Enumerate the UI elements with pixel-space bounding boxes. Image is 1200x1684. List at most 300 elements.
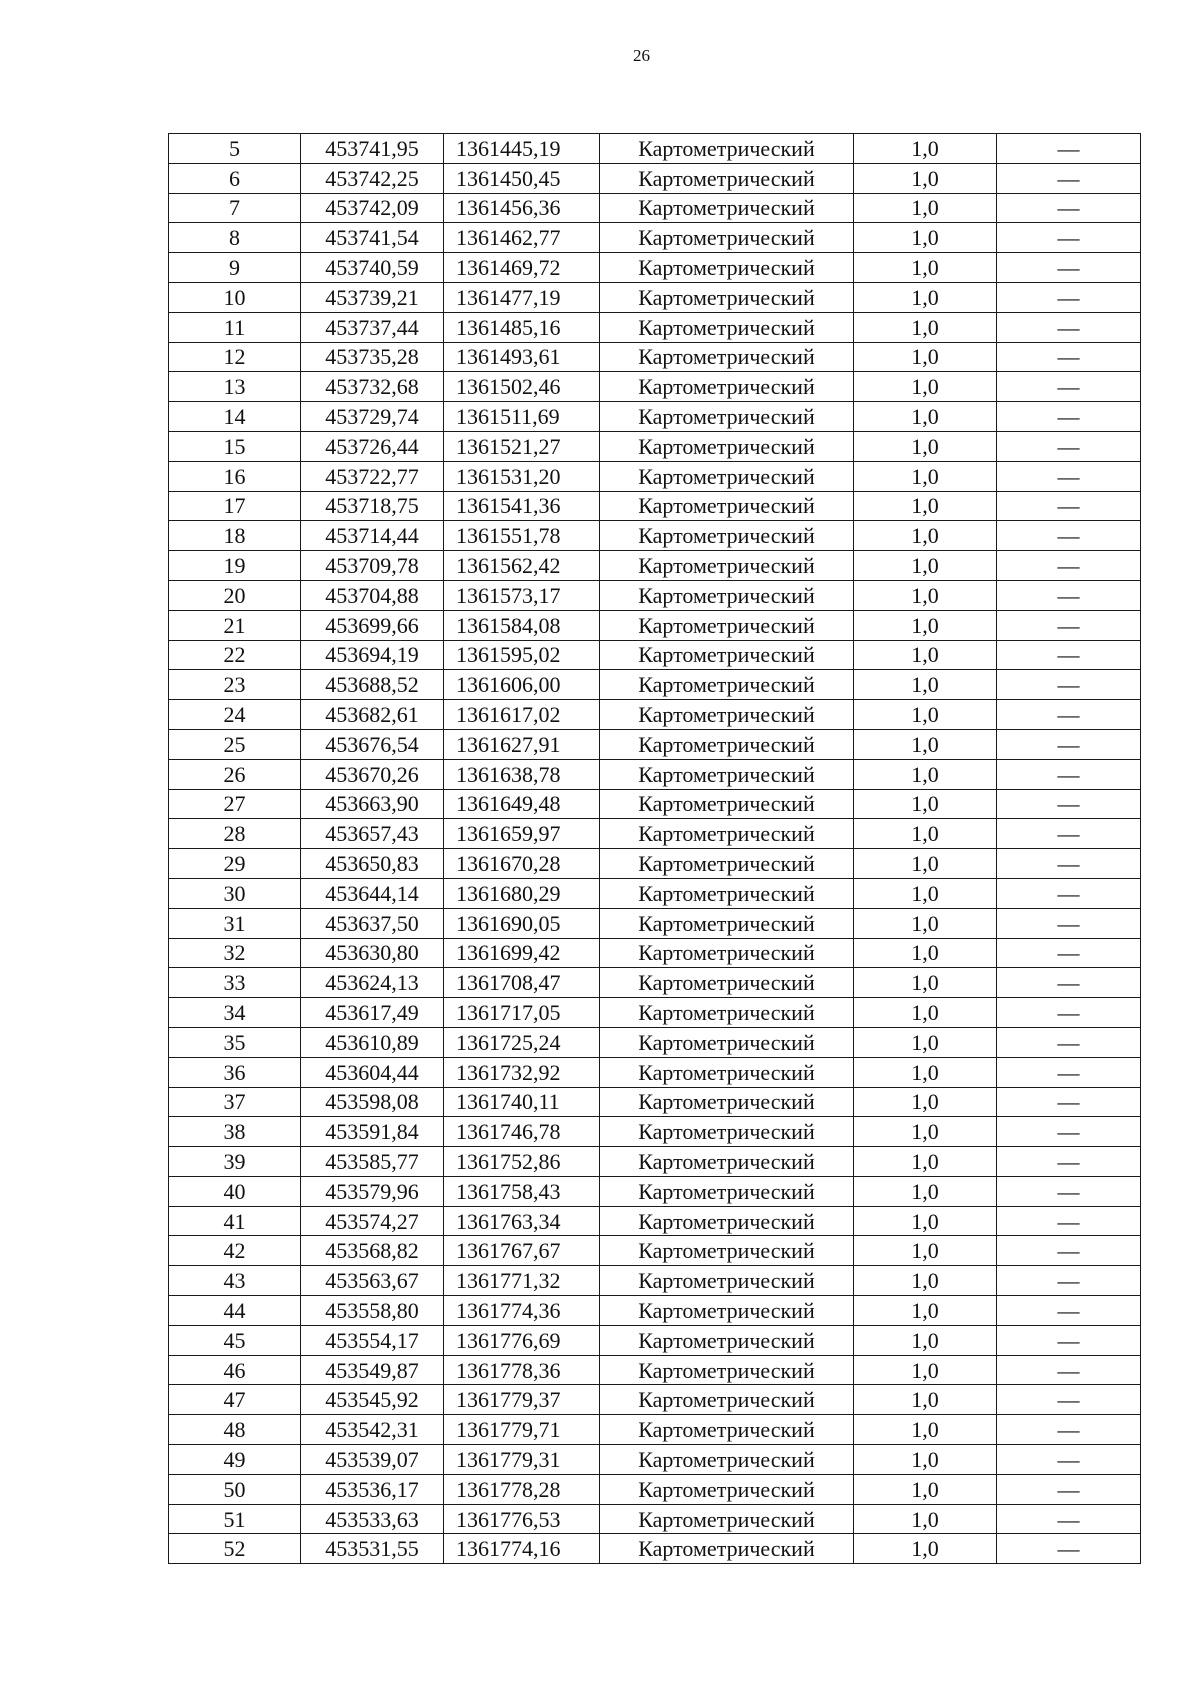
table-row — [169, 998, 1141, 1028]
method-cell: Картометрический — [600, 1176, 854, 1206]
table-row — [169, 1445, 1141, 1475]
point-number-cell: 40 — [169, 1176, 301, 1206]
y-coordinate-cell: 1361670,28 — [444, 849, 600, 879]
accuracy-cell: 1,0 — [854, 1415, 997, 1445]
description-cell: — — [997, 491, 1141, 521]
accuracy-cell: 1,0 — [854, 1266, 997, 1296]
point-number-cell: 37 — [169, 1087, 301, 1117]
method-cell: Картометрический — [600, 402, 854, 432]
description-cell: — — [997, 1296, 1141, 1326]
x-coordinate-cell: 453709,78 — [301, 551, 444, 581]
accuracy-cell: 1,0 — [854, 491, 997, 521]
table-row — [169, 134, 1141, 164]
accuracy-cell: 1,0 — [854, 1504, 997, 1534]
description-cell: — — [997, 342, 1141, 372]
accuracy-cell: 1,0 — [854, 163, 997, 193]
point-number-cell: 17 — [169, 491, 301, 521]
y-coordinate-cell: 1361541,36 — [444, 491, 600, 521]
accuracy-cell: 1,0 — [854, 700, 997, 730]
accuracy-cell: 1,0 — [854, 1147, 997, 1177]
method-cell: Картометрический — [600, 610, 854, 640]
y-coordinate-cell: 1361617,02 — [444, 700, 600, 730]
table-row — [169, 1206, 1141, 1236]
method-cell: Картометрический — [600, 670, 854, 700]
accuracy-cell: 1,0 — [854, 908, 997, 938]
accuracy-cell: 1,0 — [854, 670, 997, 700]
point-number-cell: 19 — [169, 551, 301, 581]
point-number-cell: 8 — [169, 223, 301, 253]
point-number-cell: 41 — [169, 1206, 301, 1236]
table-row — [169, 1504, 1141, 1534]
method-cell: Картометрический — [600, 998, 854, 1028]
x-coordinate-cell: 453574,27 — [301, 1206, 444, 1236]
point-number-cell: 47 — [169, 1385, 301, 1415]
accuracy-cell: 1,0 — [854, 878, 997, 908]
method-cell: Картометрический — [600, 789, 854, 819]
description-cell: — — [997, 163, 1141, 193]
description-cell: — — [997, 1534, 1141, 1564]
method-cell: Картометрический — [600, 342, 854, 372]
y-coordinate-cell: 1361763,34 — [444, 1206, 600, 1236]
table-row — [169, 431, 1141, 461]
x-coordinate-cell: 453650,83 — [301, 849, 444, 879]
table-row — [169, 729, 1141, 759]
method-cell: Картометрический — [600, 551, 854, 581]
description-cell: — — [997, 878, 1141, 908]
x-coordinate-cell: 453694,19 — [301, 640, 444, 670]
x-coordinate-cell: 453688,52 — [301, 670, 444, 700]
table-row — [169, 1057, 1141, 1087]
table-row — [169, 1415, 1141, 1445]
y-coordinate-cell: 1361779,31 — [444, 1445, 600, 1475]
method-cell: Картометрический — [600, 1206, 854, 1236]
method-cell: Картометрический — [600, 1266, 854, 1296]
table-row — [169, 1385, 1141, 1415]
y-coordinate-cell: 1361717,05 — [444, 998, 600, 1028]
method-cell: Картометрический — [600, 431, 854, 461]
method-cell: Картометрический — [600, 640, 854, 670]
description-cell: — — [997, 282, 1141, 312]
y-coordinate-cell: 1361779,71 — [444, 1415, 600, 1445]
table-row — [169, 253, 1141, 283]
point-number-cell: 9 — [169, 253, 301, 283]
x-coordinate-cell: 453737,44 — [301, 312, 444, 342]
point-number-cell: 30 — [169, 878, 301, 908]
description-cell: — — [997, 729, 1141, 759]
method-cell: Картометрический — [600, 223, 854, 253]
description-cell: — — [997, 461, 1141, 491]
y-coordinate-cell: 1361485,16 — [444, 312, 600, 342]
x-coordinate-cell: 453617,49 — [301, 998, 444, 1028]
description-cell: — — [997, 253, 1141, 283]
y-coordinate-cell: 1361551,78 — [444, 521, 600, 551]
description-cell: — — [997, 1057, 1141, 1087]
accuracy-cell: 1,0 — [854, 1296, 997, 1326]
method-cell: Картометрический — [600, 849, 854, 879]
table-row — [169, 193, 1141, 223]
table-row — [169, 670, 1141, 700]
y-coordinate-cell: 1361477,19 — [444, 282, 600, 312]
table-row — [169, 1325, 1141, 1355]
method-cell: Картометрический — [600, 729, 854, 759]
description-cell: — — [997, 849, 1141, 879]
x-coordinate-cell: 453579,96 — [301, 1176, 444, 1206]
accuracy-cell: 1,0 — [854, 938, 997, 968]
table-row — [169, 610, 1141, 640]
table-row — [169, 700, 1141, 730]
description-cell: — — [997, 1117, 1141, 1147]
accuracy-cell: 1,0 — [854, 789, 997, 819]
y-coordinate-cell: 1361778,36 — [444, 1355, 600, 1385]
table-row — [169, 551, 1141, 581]
point-number-cell: 15 — [169, 431, 301, 461]
x-coordinate-cell: 453704,88 — [301, 580, 444, 610]
table-row — [169, 1087, 1141, 1117]
method-cell: Картометрический — [600, 1474, 854, 1504]
accuracy-cell: 1,0 — [854, 402, 997, 432]
y-coordinate-cell: 1361595,02 — [444, 640, 600, 670]
y-coordinate-cell: 1361779,37 — [444, 1385, 600, 1415]
description-cell: — — [997, 908, 1141, 938]
point-number-cell: 14 — [169, 402, 301, 432]
point-number-cell: 10 — [169, 282, 301, 312]
point-number-cell: 34 — [169, 998, 301, 1028]
accuracy-cell: 1,0 — [854, 849, 997, 879]
method-cell: Картометрический — [600, 521, 854, 551]
method-cell: Картометрический — [600, 968, 854, 998]
x-coordinate-cell: 453657,43 — [301, 819, 444, 849]
accuracy-cell: 1,0 — [854, 461, 997, 491]
method-cell: Картометрический — [600, 253, 854, 283]
method-cell: Картометрический — [600, 1355, 854, 1385]
table-row — [169, 491, 1141, 521]
table-row — [169, 1117, 1141, 1147]
method-cell: Картометрический — [600, 1057, 854, 1087]
accuracy-cell: 1,0 — [854, 968, 997, 998]
description-cell: — — [997, 372, 1141, 402]
x-coordinate-cell: 453536,17 — [301, 1474, 444, 1504]
x-coordinate-cell: 453598,08 — [301, 1087, 444, 1117]
x-coordinate-cell: 453742,25 — [301, 163, 444, 193]
point-number-cell: 45 — [169, 1325, 301, 1355]
description-cell: — — [997, 610, 1141, 640]
description-cell: — — [997, 1206, 1141, 1236]
page-number: 26 — [633, 46, 650, 65]
point-number-cell: 24 — [169, 700, 301, 730]
y-coordinate-cell: 1361776,69 — [444, 1325, 600, 1355]
table-row — [169, 968, 1141, 998]
x-coordinate-cell: 453545,92 — [301, 1385, 444, 1415]
method-cell: Картометрический — [600, 938, 854, 968]
y-coordinate-cell: 1361776,53 — [444, 1504, 600, 1534]
x-coordinate-cell: 453637,50 — [301, 908, 444, 938]
method-cell: Картометрический — [600, 1117, 854, 1147]
accuracy-cell: 1,0 — [854, 1355, 997, 1385]
description-cell: — — [997, 1147, 1141, 1177]
accuracy-cell: 1,0 — [854, 312, 997, 342]
accuracy-cell: 1,0 — [854, 1474, 997, 1504]
y-coordinate-cell: 1361521,27 — [444, 431, 600, 461]
accuracy-cell: 1,0 — [854, 1027, 997, 1057]
method-cell: Картометрический — [600, 1504, 854, 1534]
x-coordinate-cell: 453732,68 — [301, 372, 444, 402]
point-number-cell: 7 — [169, 193, 301, 223]
table-row — [169, 1534, 1141, 1564]
table-row — [169, 342, 1141, 372]
description-cell: — — [997, 1385, 1141, 1415]
description-cell: — — [997, 1176, 1141, 1206]
description-cell: — — [997, 551, 1141, 581]
table-row — [169, 789, 1141, 819]
y-coordinate-cell: 1361502,46 — [444, 372, 600, 402]
table-row — [169, 461, 1141, 491]
description-cell: — — [997, 1266, 1141, 1296]
y-coordinate-cell: 1361771,32 — [444, 1266, 600, 1296]
accuracy-cell: 1,0 — [854, 1117, 997, 1147]
method-cell: Картометрический — [600, 1445, 854, 1475]
y-coordinate-cell: 1361746,78 — [444, 1117, 600, 1147]
description-cell: — — [997, 1087, 1141, 1117]
method-cell: Картометрический — [600, 461, 854, 491]
table-row — [169, 580, 1141, 610]
y-coordinate-cell: 1361562,42 — [444, 551, 600, 581]
y-coordinate-cell: 1361708,47 — [444, 968, 600, 998]
y-coordinate-cell: 1361531,20 — [444, 461, 600, 491]
accuracy-cell: 1,0 — [854, 342, 997, 372]
point-number-cell: 20 — [169, 580, 301, 610]
accuracy-cell: 1,0 — [854, 282, 997, 312]
method-cell: Картометрический — [600, 282, 854, 312]
accuracy-cell: 1,0 — [854, 819, 997, 849]
table-row — [169, 1027, 1141, 1057]
x-coordinate-cell: 453676,54 — [301, 729, 444, 759]
x-coordinate-cell: 453670,26 — [301, 759, 444, 789]
description-cell: — — [997, 431, 1141, 461]
y-coordinate-cell: 1361649,48 — [444, 789, 600, 819]
point-number-cell: 27 — [169, 789, 301, 819]
x-coordinate-cell: 453714,44 — [301, 521, 444, 551]
description-cell: — — [997, 1355, 1141, 1385]
description-cell: — — [997, 968, 1141, 998]
description-cell: — — [997, 998, 1141, 1028]
method-cell: Картометрический — [600, 908, 854, 938]
point-number-cell: 5 — [169, 134, 301, 164]
point-number-cell: 49 — [169, 1445, 301, 1475]
method-cell: Картометрический — [600, 878, 854, 908]
x-coordinate-cell: 453742,09 — [301, 193, 444, 223]
accuracy-cell: 1,0 — [854, 1087, 997, 1117]
description-cell: — — [997, 193, 1141, 223]
method-cell: Картометрический — [600, 163, 854, 193]
method-cell: Картометрический — [600, 1087, 854, 1117]
point-number-cell: 32 — [169, 938, 301, 968]
y-coordinate-cell: 1361469,72 — [444, 253, 600, 283]
accuracy-cell: 1,0 — [854, 223, 997, 253]
point-number-cell: 18 — [169, 521, 301, 551]
x-coordinate-cell: 453542,31 — [301, 1415, 444, 1445]
point-number-cell: 46 — [169, 1355, 301, 1385]
accuracy-cell: 1,0 — [854, 1176, 997, 1206]
description-cell: — — [997, 670, 1141, 700]
point-number-cell: 21 — [169, 610, 301, 640]
method-cell: Картометрический — [600, 1147, 854, 1177]
point-number-cell: 23 — [169, 670, 301, 700]
point-number-cell: 13 — [169, 372, 301, 402]
point-number-cell: 31 — [169, 908, 301, 938]
description-cell: — — [997, 134, 1141, 164]
table-row — [169, 1236, 1141, 1266]
x-coordinate-cell: 453604,44 — [301, 1057, 444, 1087]
y-coordinate-cell: 1361659,97 — [444, 819, 600, 849]
accuracy-cell: 1,0 — [854, 1236, 997, 1266]
y-coordinate-cell: 1361767,67 — [444, 1236, 600, 1266]
accuracy-cell: 1,0 — [854, 1057, 997, 1087]
table-row — [169, 640, 1141, 670]
description-cell: — — [997, 759, 1141, 789]
y-coordinate-cell: 1361758,43 — [444, 1176, 600, 1206]
y-coordinate-cell: 1361627,91 — [444, 729, 600, 759]
point-number-cell: 11 — [169, 312, 301, 342]
method-cell: Картометрический — [600, 759, 854, 789]
description-cell: — — [997, 580, 1141, 610]
x-coordinate-cell: 453531,55 — [301, 1534, 444, 1564]
point-number-cell: 38 — [169, 1117, 301, 1147]
point-number-cell: 52 — [169, 1534, 301, 1564]
table-row — [169, 163, 1141, 193]
table-row — [169, 223, 1141, 253]
table-row — [169, 849, 1141, 879]
point-number-cell: 12 — [169, 342, 301, 372]
accuracy-cell: 1,0 — [854, 998, 997, 1028]
accuracy-cell: 1,0 — [854, 580, 997, 610]
description-cell: — — [997, 223, 1141, 253]
y-coordinate-cell: 1361638,78 — [444, 759, 600, 789]
point-number-cell: 36 — [169, 1057, 301, 1087]
y-coordinate-cell: 1361774,36 — [444, 1296, 600, 1326]
point-number-cell: 22 — [169, 640, 301, 670]
point-number-cell: 29 — [169, 849, 301, 879]
x-coordinate-cell: 453739,21 — [301, 282, 444, 312]
description-cell: — — [997, 700, 1141, 730]
y-coordinate-cell: 1361511,69 — [444, 402, 600, 432]
y-coordinate-cell: 1361573,17 — [444, 580, 600, 610]
point-number-cell: 51 — [169, 1504, 301, 1534]
method-cell: Картометрический — [600, 312, 854, 342]
y-coordinate-cell: 1361456,36 — [444, 193, 600, 223]
x-coordinate-cell: 453741,54 — [301, 223, 444, 253]
accuracy-cell: 1,0 — [854, 1325, 997, 1355]
method-cell: Картометрический — [600, 193, 854, 223]
x-coordinate-cell: 453591,84 — [301, 1117, 444, 1147]
method-cell: Картометрический — [600, 134, 854, 164]
accuracy-cell: 1,0 — [854, 521, 997, 551]
accuracy-cell: 1,0 — [854, 431, 997, 461]
point-number-cell: 42 — [169, 1236, 301, 1266]
description-cell: — — [997, 1445, 1141, 1475]
x-coordinate-cell: 453718,75 — [301, 491, 444, 521]
x-coordinate-cell: 453735,28 — [301, 342, 444, 372]
accuracy-cell: 1,0 — [854, 1206, 997, 1236]
point-number-cell: 25 — [169, 729, 301, 759]
y-coordinate-cell: 1361752,86 — [444, 1147, 600, 1177]
accuracy-cell: 1,0 — [854, 1385, 997, 1415]
y-coordinate-cell: 1361774,16 — [444, 1534, 600, 1564]
method-cell: Картометрический — [600, 1415, 854, 1445]
table-row — [169, 1474, 1141, 1504]
y-coordinate-cell: 1361450,45 — [444, 163, 600, 193]
accuracy-cell: 1,0 — [854, 253, 997, 283]
description-cell: — — [997, 1415, 1141, 1445]
accuracy-cell: 1,0 — [854, 610, 997, 640]
accuracy-cell: 1,0 — [854, 1534, 997, 1564]
x-coordinate-cell: 453644,14 — [301, 878, 444, 908]
y-coordinate-cell: 1361732,92 — [444, 1057, 600, 1087]
description-cell: — — [997, 312, 1141, 342]
x-coordinate-cell: 453630,80 — [301, 938, 444, 968]
point-number-cell: 50 — [169, 1474, 301, 1504]
coordinates-table-body — [169, 134, 1141, 1564]
accuracy-cell: 1,0 — [854, 1445, 997, 1475]
point-number-cell: 48 — [169, 1415, 301, 1445]
table-row — [169, 938, 1141, 968]
coordinates-table — [168, 133, 1141, 1564]
point-number-cell: 33 — [169, 968, 301, 998]
method-cell: Картометрический — [600, 700, 854, 730]
x-coordinate-cell: 453533,63 — [301, 1504, 444, 1534]
method-cell: Картометрический — [600, 1385, 854, 1415]
y-coordinate-cell: 1361680,29 — [444, 878, 600, 908]
method-cell: Картометрический — [600, 1236, 854, 1266]
x-coordinate-cell: 453554,17 — [301, 1325, 444, 1355]
accuracy-cell: 1,0 — [854, 640, 997, 670]
point-number-cell: 35 — [169, 1027, 301, 1057]
description-cell: — — [997, 640, 1141, 670]
description-cell: — — [997, 1027, 1141, 1057]
x-coordinate-cell: 453585,77 — [301, 1147, 444, 1177]
point-number-cell: 43 — [169, 1266, 301, 1296]
table-row — [169, 819, 1141, 849]
description-cell: — — [997, 789, 1141, 819]
description-cell: — — [997, 938, 1141, 968]
table-row — [169, 282, 1141, 312]
point-number-cell: 16 — [169, 461, 301, 491]
point-number-cell: 44 — [169, 1296, 301, 1326]
table-row — [169, 1296, 1141, 1326]
table-row — [169, 908, 1141, 938]
method-cell: Картометрический — [600, 1027, 854, 1057]
x-coordinate-cell: 453539,07 — [301, 1445, 444, 1475]
x-coordinate-cell: 453563,67 — [301, 1266, 444, 1296]
description-cell: — — [997, 1504, 1141, 1534]
x-coordinate-cell: 453741,95 — [301, 134, 444, 164]
x-coordinate-cell: 453663,90 — [301, 789, 444, 819]
method-cell: Картометрический — [600, 1296, 854, 1326]
x-coordinate-cell: 453558,80 — [301, 1296, 444, 1326]
method-cell: Картометрический — [600, 1325, 854, 1355]
method-cell: Картометрический — [600, 372, 854, 402]
point-number-cell: 6 — [169, 163, 301, 193]
accuracy-cell: 1,0 — [854, 759, 997, 789]
table-row — [169, 878, 1141, 908]
x-coordinate-cell: 453682,61 — [301, 700, 444, 730]
x-coordinate-cell: 453726,44 — [301, 431, 444, 461]
table-row — [169, 372, 1141, 402]
table-row — [169, 1176, 1141, 1206]
accuracy-cell: 1,0 — [854, 551, 997, 581]
x-coordinate-cell: 453722,77 — [301, 461, 444, 491]
y-coordinate-cell: 1361584,08 — [444, 610, 600, 640]
y-coordinate-cell: 1361462,77 — [444, 223, 600, 253]
